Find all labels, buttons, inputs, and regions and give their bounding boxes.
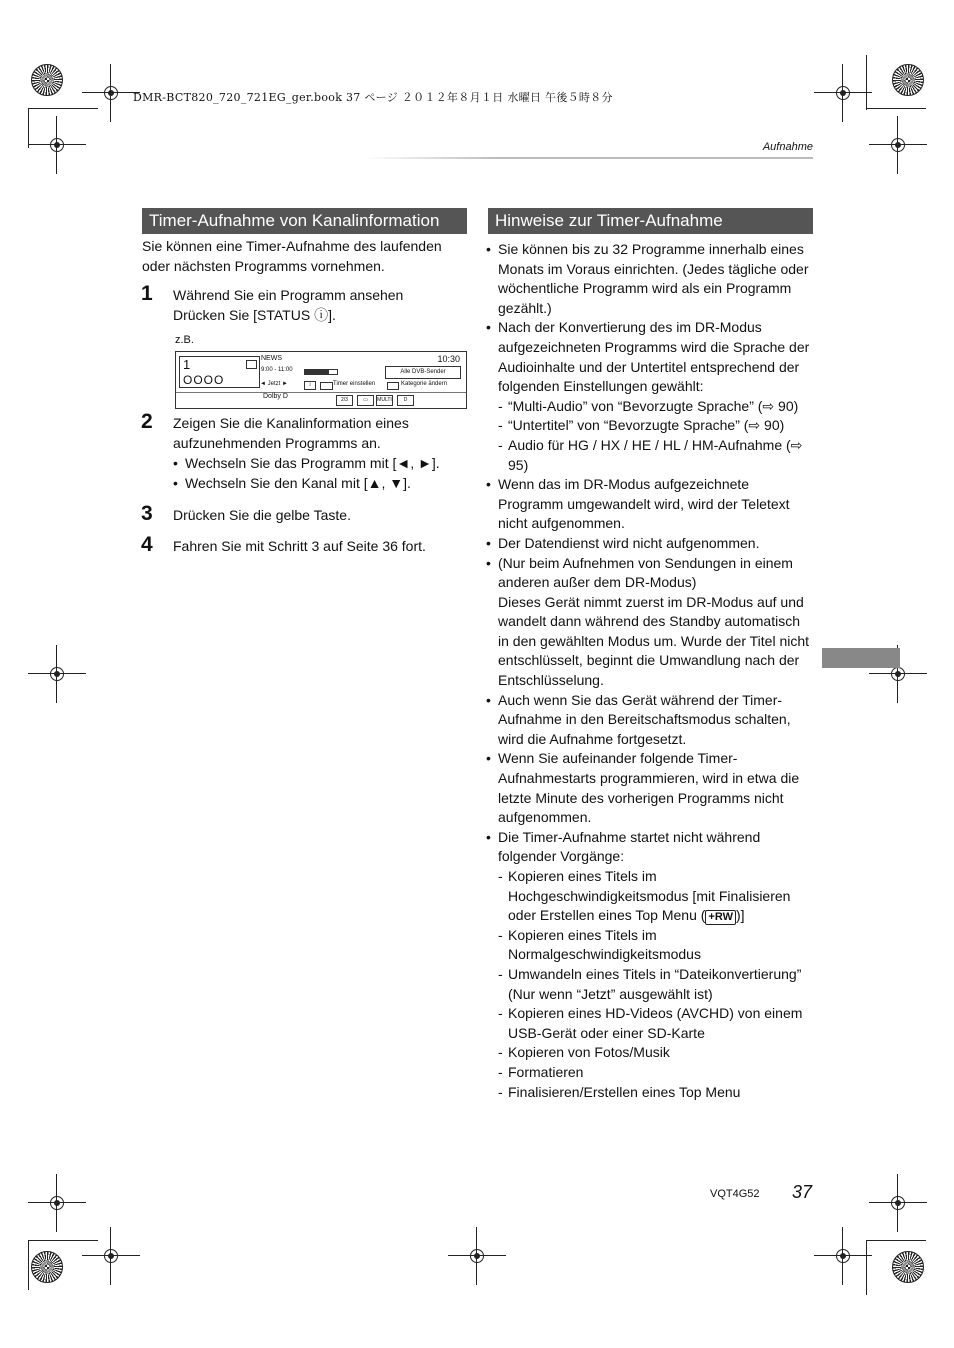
now-navigation: ◄ Jetzt ► — [260, 381, 288, 387]
step-text: Drücken Sie die gelbe Taste. — [173, 507, 351, 523]
program-name: NEWS — [261, 355, 282, 362]
tv-icon — [246, 360, 257, 369]
category-box — [385, 366, 461, 379]
step-text: Während Sie ein Programm ansehen Drücken Sie [STATUS ⓘ]. — [173, 287, 404, 323]
running-head: Aufnahme — [762, 141, 813, 153]
note-extra: Dieses Gerät nimmt zuerst im DR-Modus auf und wandelt dann während des Standby automatisch in den gewählten Modus um. Wurde der Titel nicht entschlüsselt, beginnt die Umwandlung nach der Entschlüsselung. — [498, 593, 810, 689]
crop-line — [866, 108, 926, 109]
notes-list — [486, 240, 814, 1102]
clock: 10:30 — [437, 354, 460, 364]
step-bullet: • Wechseln Sie den Kanal mit [▲, ▼]. — [173, 474, 463, 494]
crosshair-mark — [885, 132, 911, 158]
document-code: VQT4G52 — [710, 1188, 760, 1200]
channel-name: OOOO — [183, 373, 225, 387]
section-title-timer-recording: Timer-Aufnahme von Kanalinformation — [142, 208, 467, 234]
note-subitem: - “Untertitel” von “Bevorzugte Sprache” (⇨ 90) — [498, 416, 814, 436]
timer-label: Timer einstellen — [333, 381, 376, 387]
crosshair-mark — [98, 1243, 124, 1269]
note-item: • Die Timer-Aufnahme startet nicht während folgender Vorgänge: - Kopieren eines Titels im Hochgeschwindigkeitsmodus [mit Finalisieren oder Erstellen eines Top Menu ( +RW )] - Kopieren eines Titels im Normalgeschwindigkeitsmodus - Umwandeln eines Titels in “Dateikonvertierung” (Nur wenn “Jetzt” ausgewählt ist) - Kopieren eines HD-Videos (AVCHD) von einem USB-Gerät oder einer SD-Karte - Kopieren von Fotos/Musik - Formatieren - Finalisieren/Erstellen eines Top Menu — [486, 828, 814, 1102]
registration-star-bottom-right — [892, 1251, 924, 1283]
teletext-tag: ▭ — [357, 395, 374, 406]
crosshair-mark — [44, 132, 70, 158]
note-item: • Der Datendienst wird nicht aufgenommen. — [486, 534, 814, 554]
channel-info-screen — [175, 351, 467, 409]
print-header: DMR-BCT820_720_721EG_ger.book 37 ページ ２０１２年８月１日 水曜日 午後５時８分 — [133, 91, 613, 104]
category-label: Kategorie ändern — [401, 381, 448, 387]
note-subitem: - “Multi-Audio” von “Bevorzugte Sprache” (⇨ 90) — [498, 397, 814, 417]
example-label: z.B. — [175, 334, 194, 346]
note-subitem: - Finalisieren/Erstellen eines Top Menu — [498, 1083, 814, 1103]
step-number: 1 — [141, 282, 153, 305]
note-item: • (Nur beim Aufnehmen von Sendungen in einem anderen außer dem DR-Modus) Dieses Gerät nimmt zuerst im DR-Modus auf und wandelt dann während des Standby automatisch in den gewählten Modus um. Wurde der Titel nicht entschlüsselt, beginnt die Umwandlung nach der Entschlüsselung. — [486, 554, 814, 691]
category-box-label: Alle DVB-Sender — [400, 369, 446, 375]
note-subitem: - Audio für HG / HX / HE / HL / HM-Aufnahme (⇨ 95) — [498, 436, 814, 475]
registration-star-top-left — [31, 64, 63, 96]
registration-star-top-right — [892, 64, 924, 96]
crop-line — [28, 108, 98, 109]
note-item: • Wenn Sie aufeinander folgende Timer-Aufnahmestarts programmieren, wird in etwa die letzte Minute des vorherigen Programms nicht aufgenommen. — [486, 749, 814, 827]
step-number: 4 — [141, 533, 153, 556]
note-item: • Auch wenn Sie das Gerät während der Timer-Aufnahme in den Bereitschaftsmodus schalten, wird die Aufnahme fortgesetzt. — [486, 691, 814, 750]
crop-line — [28, 1240, 29, 1290]
multi-audio-tag: MULTI — [376, 395, 393, 406]
yellow-key-icon — [320, 382, 333, 390]
info-icon: i — [304, 381, 316, 390]
step-text: Fahren Sie mit Schritt 3 auf Seite 36 fort. — [173, 538, 426, 554]
step-bullet: • Wechseln Sie das Programm mit [◄, ►]. — [173, 454, 463, 474]
chapter-tab — [822, 648, 900, 668]
crosshair-mark — [44, 661, 70, 687]
page-number: 37 — [792, 1182, 813, 1202]
step-block — [173, 414, 463, 493]
note-item: • Nach der Konvertierung des im DR-Modus aufgezeichneten Programms wird die Sprache der Audioinhalte und der Untertitel entsprechend der folgenden Einstellungen gewählt: - “Multi-Audio” von “Bevorzugte Sprache” (⇨ 90) - “Untertitel” von “Bevorzugte Sprache” (⇨ 90) - Audio für HG / HX / HE / HL / HM-Aufnahme (⇨ 95) — [486, 318, 814, 475]
progress-bar — [304, 369, 338, 375]
time-range: 9:00 - 11:00 — [261, 367, 293, 373]
crop-line — [866, 1240, 926, 1241]
channel-box — [179, 356, 260, 388]
crop-line — [28, 1240, 98, 1241]
registration-star-bottom-left — [31, 1251, 63, 1283]
note-subitem: - Kopieren eines Titels im Hochgeschwindigkeitsmodus [mit Finalisieren oder Erstellen eines Top Menu ( +RW )] — [498, 867, 814, 926]
crosshair-mark — [44, 1190, 70, 1216]
note-subitem: - Formatieren — [498, 1063, 814, 1083]
section-title-timer-notes: Hinweise zur Timer-Aufnahme — [488, 208, 813, 234]
divider — [176, 392, 466, 393]
crosshair-mark — [830, 80, 856, 106]
crop-line — [28, 108, 29, 148]
rw-disc-badge: +RW — [705, 910, 736, 925]
data-tag: D — [397, 395, 414, 406]
crosshair-mark — [464, 1243, 490, 1269]
crop-line — [866, 1240, 867, 1295]
crosshair-mark — [885, 1190, 911, 1216]
progress-fill — [305, 370, 329, 374]
note-subitem: - Umwandeln eines Titels in “Dateikonvertierung” (Nur wenn “Jetzt” ausgewählt ist) — [498, 965, 814, 1004]
step-number: 3 — [141, 502, 153, 525]
note-subitem: - Kopieren von Fotos/Musik — [498, 1043, 814, 1063]
step-text: Zeigen Sie die Kanalinformation eines aufzunehmenden Programms an. — [173, 415, 409, 451]
audio-format: Dolby D — [263, 393, 288, 400]
note-item: • Wenn das im DR-Modus aufgezeichnete Programm umgewandelt wird, wird der Teletext nicht aufgenommen. — [486, 475, 814, 534]
note-subitem: - Kopieren eines Titels im Normalgeschwindigkeitsmodus — [498, 926, 814, 965]
note-item: • Sie können bis zu 32 Programme innerhalb eines Monats im Voraus einrichten. (Jedes tägliche oder wöchentliche Programm wird als ein Programm gezählt.) — [486, 240, 814, 318]
subtitle-tag: 2/3 — [336, 395, 353, 406]
blue-key-icon — [387, 382, 399, 390]
note-subitem: - Kopieren eines HD-Videos (AVCHD) von einem USB-Gerät oder einer SD-Karte — [498, 1004, 814, 1043]
intro-text: Sie können eine Timer-Aufnahme des laufenden oder nächsten Programms vornehmen. — [142, 238, 442, 274]
step-number: 2 — [141, 410, 153, 433]
crop-line — [866, 55, 867, 110]
crosshair-mark — [98, 80, 124, 106]
channel-number: 1 — [183, 357, 191, 372]
crosshair-mark — [830, 1243, 856, 1269]
header-rule — [364, 157, 813, 159]
